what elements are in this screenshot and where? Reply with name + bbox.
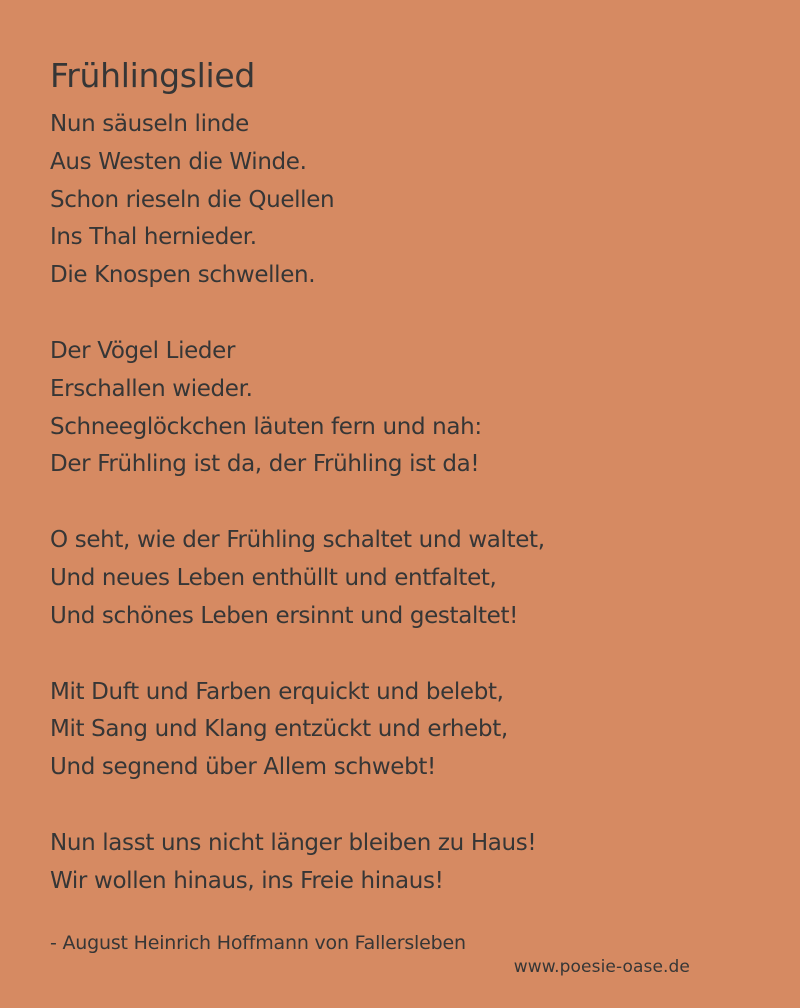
stanza-4 bbox=[50, 674, 770, 787]
stanza-5 bbox=[50, 825, 770, 901]
verse-line: Mit Duft und Farben erquickt und belebt, bbox=[50, 678, 504, 705]
poem-title: Frühlingslied bbox=[50, 56, 256, 95]
verse-line: Der Frühling ist da, der Frühling ist da! bbox=[50, 451, 480, 478]
verse-line: Nun säuseln linde bbox=[50, 111, 249, 137]
verse-line: O seht, wie der Frühling schaltet und waltet, bbox=[50, 527, 545, 554]
verse-line: Erschallen wieder. bbox=[50, 375, 253, 402]
verse-line: Nun lasst uns nicht länger bleiben zu Haus! bbox=[50, 829, 537, 856]
verse-line: Wir wollen hinaus, ins Freie hinaus! bbox=[50, 867, 444, 894]
poem-author: - August Heinrich Hoffmann von Fallersleben bbox=[50, 932, 466, 954]
source-url: www.poesie-oase.de bbox=[513, 957, 690, 977]
verse-line: Und segnend über Allem schwebt! bbox=[50, 754, 436, 781]
verse-line: Der Vögel Lieder bbox=[50, 337, 236, 364]
verse-line: Die Knospen schwellen. bbox=[50, 262, 316, 289]
verse-line: Aus Westen die Winde. bbox=[50, 148, 307, 175]
verse-line: Schon rieseln die Quellen bbox=[50, 186, 335, 213]
verse-line: Ins Thal hernieder. bbox=[50, 224, 257, 251]
stanza-3 bbox=[50, 522, 770, 635]
poem-card bbox=[50, 54, 770, 901]
verse-line: Und neues Leben enthüllt und entfaltet, bbox=[50, 564, 497, 591]
verse-line: Mit Sang und Klang entzückt und erhebt, bbox=[50, 716, 508, 743]
stanza-2 bbox=[50, 333, 770, 484]
verse-line: Und schönes Leben ersinnt und gestaltet! bbox=[50, 602, 518, 629]
poem-body bbox=[50, 106, 770, 901]
stanza-1 bbox=[50, 106, 770, 295]
verse-line: Schneeglöckchen läuten fern und nah: bbox=[50, 413, 482, 440]
